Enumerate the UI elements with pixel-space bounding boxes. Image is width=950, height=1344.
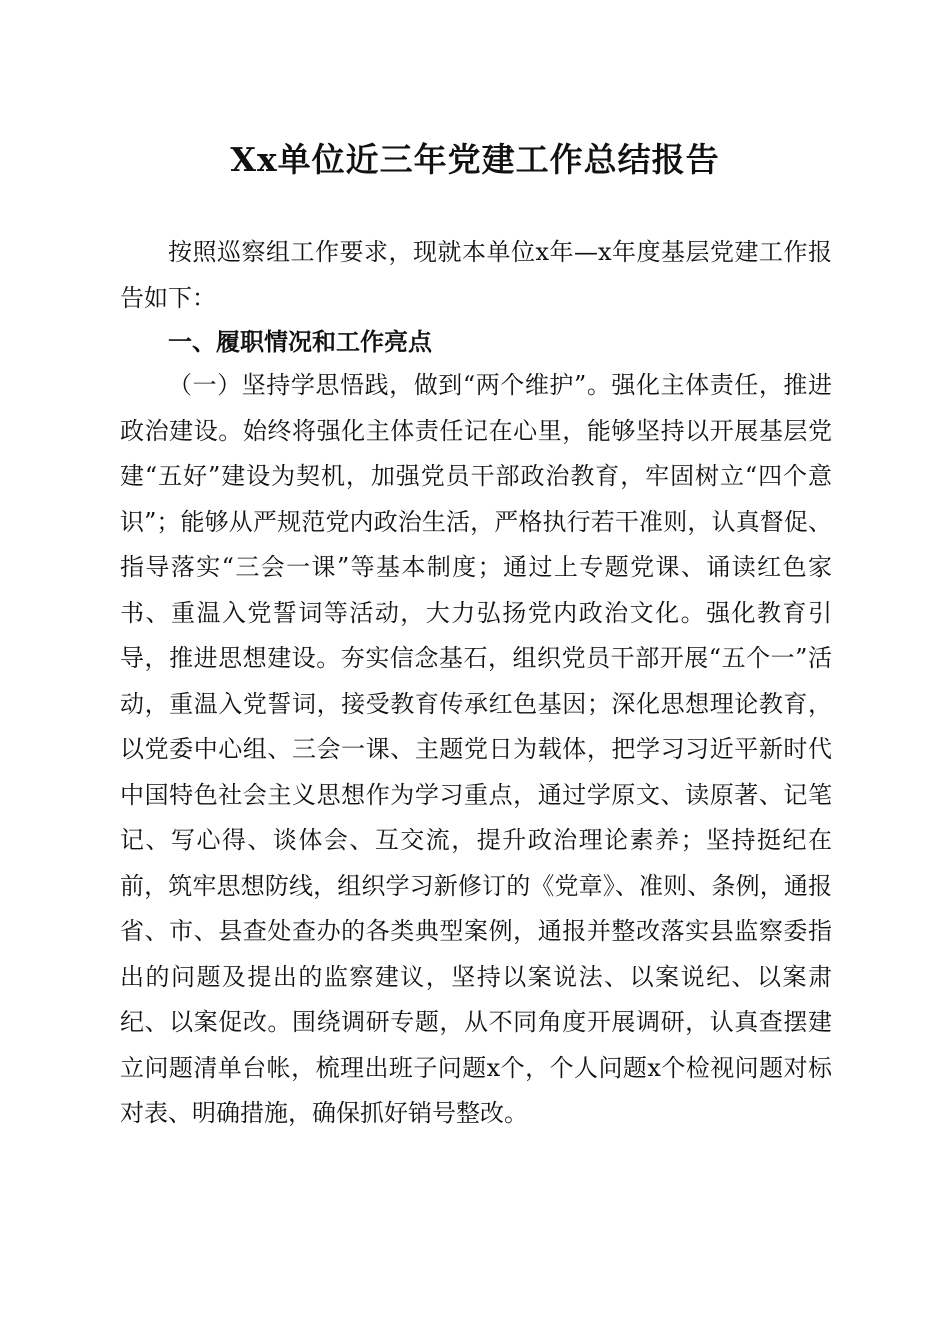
section-heading: 一、履职情况和工作亮点 <box>168 328 432 356</box>
body-paragraph: （一）坚持学思悟践，做到“两个维护”。强化主体责任，推进政治建设。始终将强化主体责任记在心里，能够坚持以开展基层党建“五好”建设为契机，加强党员干部政治教育，牢固树立“四个意识”；能够从严规范党内政治生活，严格执行若干准则，认真督促、指导落实“三会一课”等基本制度；通过上专题党课、诵读红色家书、重温入党誓词等活动，大力弘扬党内政治文化。强化教育引导，推进思想建设。夯实信念基石，组织党员干部开展“五个一”活动，重温入党誓词，接受教育传承红色基因；深化思想理论教育，以党委中心组、三会一课、主题党日为载体，把学习习近平新时代中国特色社会主义思想作为学习重点，通过学原文、读原著、记笔记、写心得、谈体会、互交流，提升政治理论素养；坚持挺纪在前，筑牢思想防线，组织学习新修订的《党章》、准则、条例，通报省、市、县查处查办的各类典型案例，通报并整改落实县监察委指出的问题及提出的监察建议，坚持以案说法、以案说纪、以案肃纪、以案促改。围绕调研专题，从不同角度开展调研，认真查摆建立问题清单台帐，梳理出班子问题x个，个人问题x个检视问题对标对表、明确措施，确保抓好销号整改。 <box>120 371 832 1127</box>
intro-paragraph: 按照巡察组工作要求，现就本单位x年—x年度基层党建工作报告如下： <box>120 238 832 312</box>
document-title: Xx单位近三年党建工作总结报告 <box>230 140 720 179</box>
